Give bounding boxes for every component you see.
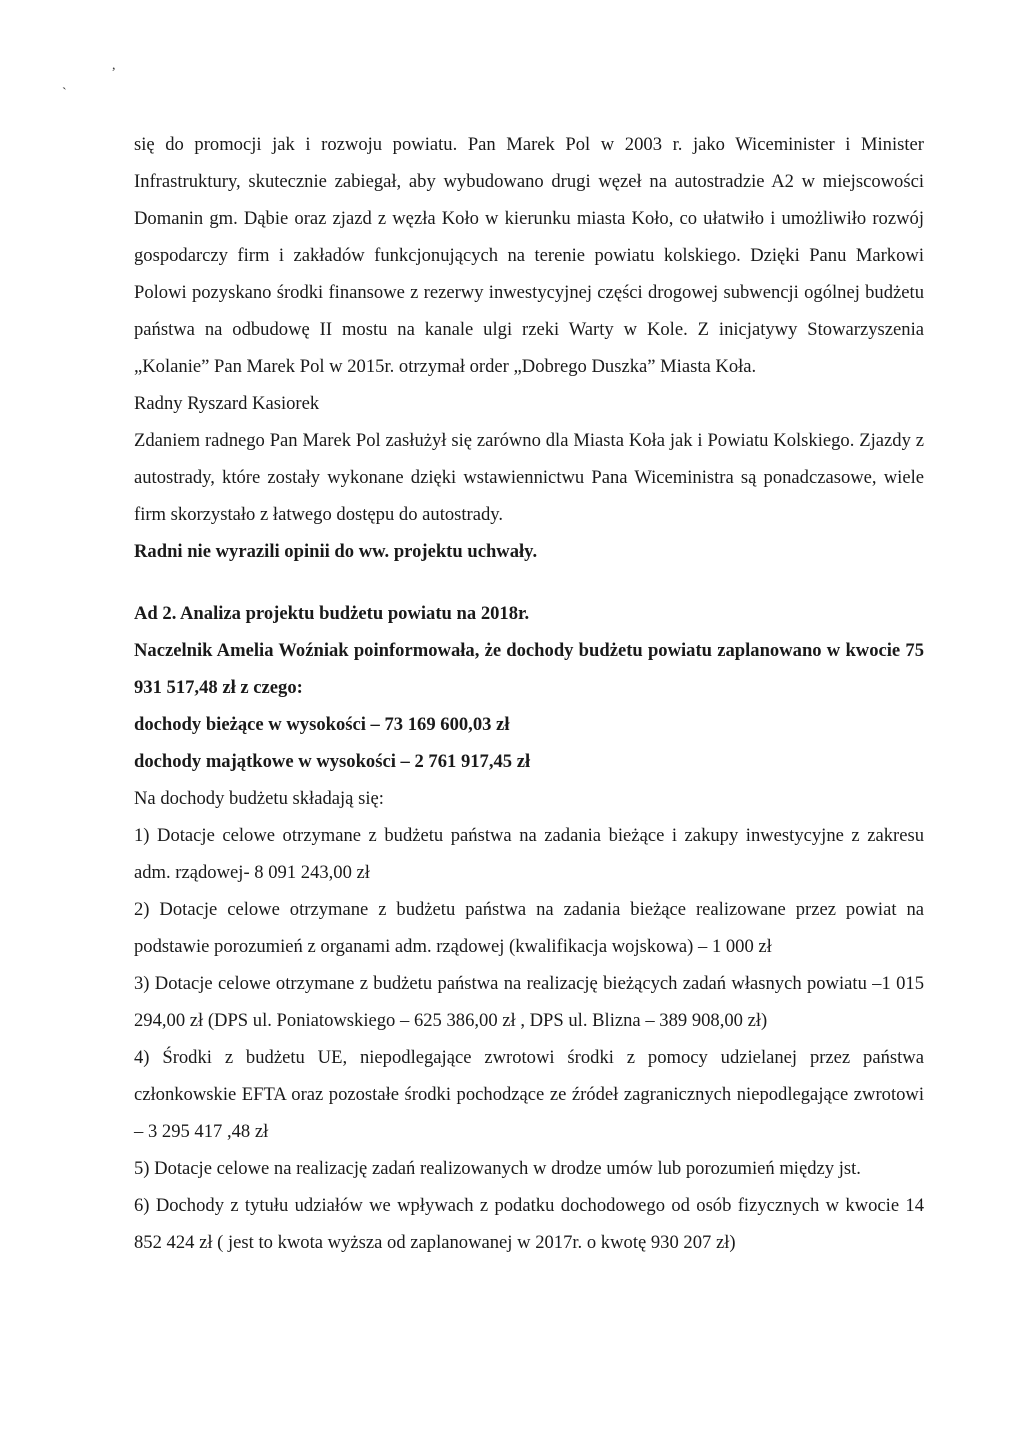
current-income-line: dochody bieżące w wysokości – 73 169 600,03 zł [134, 714, 510, 735]
section-gap [134, 570, 924, 595]
speaker-name: Radny Ryszard Kasiorek [134, 393, 320, 414]
capital-income-line: dochody majątkowe w wysokości – 2 761 917,45 zł [134, 751, 531, 772]
list-item: 2) Dotacje celowe otrzymane z budżetu państwa na zadania bieżące realizowane przez powiat na podstawie porozumień z organami adm. rządowej (kwalifikacja wojskowa) – 1 000 zł [134, 899, 924, 957]
list-item: 4) Środki z budżetu UE, niepodlegające zwrotowi środki z pomocy udzielanej przez państwa członkowskie EFTA oraz pozostałe środki pochodzące ze źródeł zagranicznych niepodlegające zwrotowi – 3 295 417 ,48 zł [134, 1047, 924, 1142]
paragraph-opinion: Zdaniem radnego Pan Marek Pol zasłużył się zarówno dla Miasta Koła jak i Powiatu Kolskiego. Zjazdy z autostrady, które zostały wykonane dzięki wstawiennictwu Pana Wiceministra są ponadczasowe, wiele firm skorzystało z łatwego dostępu do autostrady. [134, 430, 924, 525]
list-item: 3) Dotacje celowe otrzymane z budżetu państwa na realizację bieżących zadań własnych powiatu –1 015 294,00 zł (DPS ul. Poniatowskiego – 625 386,00 zł , DPS ul. Blizna – 389 908,00 zł) [134, 973, 924, 1031]
budget-lead: Naczelnik Amelia Woźniak poinformowała, że dochody budżetu powiatu zaplanowano w kwocie 75 931 517,48 zł z czego: [134, 640, 924, 698]
paragraph-intro: się do promocji jak i rozwoju powiatu. Pan Marek Pol w 2003 r. jako Wiceminister i Minister Infrastruktury, skutecznie zabiegał, aby wybudowano drugi węzeł na autostradzie A2 w miejscowości Domanin gm. Dąbie oraz zjazd z węzła Koło w kierunku miasta Koło, co ułatwiło i umożliwiło rozwój gospodarczy firm i zakładów funkcjonujących na terenie powiatu kolskiego. Dzięki Panu Markowi Polowi pozyskano środki finansowe z rezerwy inwestycyjnej części drogowej subwencji ogólnej budżetu państwa na odbudowę II mostu na kanale ulgi rzeki Warty w Kole. Z inicjatywy Stowarzyszenia „Kolanie” Pan Marek Pol w 2015r. otrzymał order „Dobrego Duszka” Miasta Koła. [134, 134, 924, 377]
scan-mark: ` [62, 86, 67, 101]
section-number: Ad 2. [134, 603, 177, 624]
list-item: 5) Dotacje celowe na realizację zadań realizowanych w drodze umów lub porozumień między jst. [134, 1158, 861, 1179]
conclusion-text: Radni nie wyrazili opinii do ww. projektu uchwały. [134, 541, 538, 562]
section-title: Analiza projektu budżetu powiatu na 2018r. [180, 603, 530, 624]
list-item: 6) Dochody z tytułu udziałów we wpływach z podatku dochodowego od osób fizycznych w kwocie 14 852 424 zł ( jest to kwota wyższa od zaplanowanej w 2017r. o kwotę 930 207 zł) [134, 1195, 924, 1253]
document-body [134, 126, 924, 1261]
composition-intro: Na dochody budżetu składają się: [134, 788, 384, 809]
section-heading [134, 595, 924, 632]
scan-mark: , [112, 58, 116, 73]
list-item: 1) Dotacje celowe otrzymane z budżetu państwa na zadania bieżące i zakupy inwestycyjne z zakresu adm. rządowej- 8 091 243,00 zł [134, 825, 924, 883]
